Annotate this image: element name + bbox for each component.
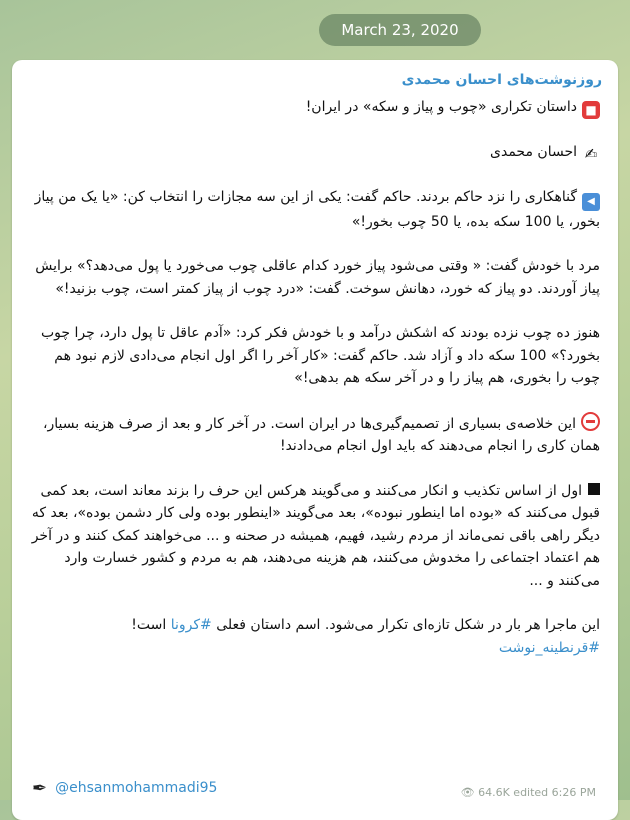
channel-name[interactable]: روزنوشت‌های احسان محمدی [401,72,602,88]
author-name: احسان محمدی [490,144,577,160]
message-bubble [12,60,618,820]
paragraph-4-text: این خلاصه‌ی بسیاری از تصمیم‌گیری‌ها در ایران است. در آخر کار و بعد از صرف هزینه بسیار، همان کاری را انجام می‌دهند که باید اول انجام می‌دادند! [42,415,600,454]
paragraph-6 [22,614,600,637]
paragraph-2: مرد با خودش گفت: « وقتی می‌شود پیاز خورد کدام عاقلی چوب می‌خورد یا پول می‌دهد؟» برایش پیاز آوردند. دو پیاز که خورد، دهانش سوخت. گفت: «درد چوب از پیاز کمتر است، چوب بزنید!» [35,258,600,297]
black-square-icon [588,483,600,495]
play-button-icon: ◀ [582,193,600,211]
message-text [22,96,600,659]
hashtag-line [22,637,600,660]
author-line [22,141,600,164]
paragraph-5-text: اول از اساس تکذیب و انکار می‌کنند و می‌گویند هرکس این حرف را بزند معاند است، بعد کمی قبول می‌کنند که «بوده اما اینطور نبوده»، بعد می‌گویند «اینطور بوده ولی کار دشمن بوده»، بعد که دیگر راهی باقی نمی‌ماند از مردم رشید، فهیم، همیشه در صحنه و ... می‌خواهند کمک کنند و در آخر هم اعتماد اجتماعی را مخدوش می‌کنند، هم هزینه می‌دهند، هم به مردم و کشور خسارت وارد می‌کنند و ... [31,482,600,589]
date-separator: March 23, 2020 [319,14,481,46]
message-meta [461,786,596,799]
paragraph-4 [22,412,600,458]
channel-handle-link[interactable]: @ehsanmohammadi95 [55,780,218,796]
paragraph-1-text: گناهکاری را نزد حاکم بردند. حاکم گفت: یکی از این سه مجازات را انتخاب کن: «یا یک من پیاز بخور، یا 100 سکه بده، یا 50 چوب بخور!» [34,188,600,230]
red-square-icon: ■ [582,101,600,119]
eye-icon: 👁 [460,786,475,799]
signature-line [32,776,217,800]
paragraph-3: هنوز ده چوب نزده بودند که اشکش درآمد و با خودش فکر کرد: «آدم عاقل تا پول دارد، چرا چوب بخورد؟» 100 سکه داد و آزاد شد. حاکم گفت: «کار آخر را اگر اول انجام می‌دادی لازم نبود هم چوب را بخوری، هم پیاز را و در آخر سکه هم بدهی!» [40,325,600,386]
no-entry-icon [581,412,600,431]
hashtag-quarantine[interactable]: #قرنطینه_نوشت [498,639,600,656]
paragraph-6-end: است! [131,617,171,633]
message-title-line [22,96,600,119]
paragraph-1 [22,186,600,234]
hashtag-corona[interactable]: #کرونا [170,617,212,633]
writing-hand-icon: ✍ [584,145,598,163]
view-count: 64.6K [478,786,510,799]
pen-icon: ✒ [32,777,48,799]
paragraph-6-text: این ماجرا هر بار در شکل تازه‌ای تکرار می‌شود. اسم داستان فعلی [211,617,600,633]
edited-time: edited 6:26 PM [513,786,596,799]
paragraph-5 [22,480,600,593]
message-title: داستان تکراری «چوب و پیاز و سکه» در ایران! [305,99,577,115]
